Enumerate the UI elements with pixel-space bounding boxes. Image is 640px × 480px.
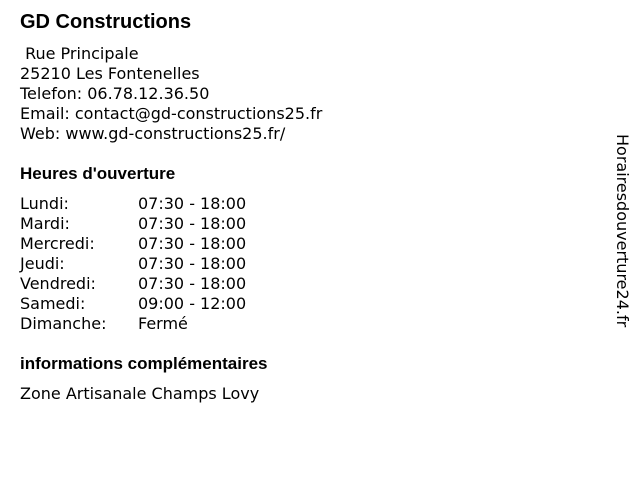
hours-value: Fermé — [138, 314, 188, 333]
site-watermark: Horairesdouverture24.fr — [613, 134, 632, 328]
hours-row-monday — [20, 194, 246, 214]
email-address: Email: contact@gd-constructions25.fr — [20, 104, 323, 123]
hours-row-tuesday — [20, 214, 246, 234]
hours-value: 07:30 - 18:00 — [138, 234, 247, 253]
day-label: Dimanche: — [20, 314, 107, 333]
hours-value: 07:30 - 18:00 — [138, 214, 247, 233]
hours-row-friday — [20, 274, 246, 294]
hours-row-saturday — [20, 294, 246, 314]
hours-value: 07:30 - 18:00 — [138, 274, 247, 293]
business-name: GD Constructions — [20, 11, 192, 33]
business-contact — [20, 44, 322, 144]
phone-number: Telefon: 06.78.12.36.50 — [20, 84, 210, 103]
hours-value: 09:00 - 12:00 — [138, 294, 247, 313]
hours-value: 07:30 - 18:00 — [138, 194, 247, 213]
day-label: Samedi: — [20, 294, 86, 313]
street-address: Rue Principale — [20, 44, 139, 63]
day-label: Jeudi: — [20, 254, 65, 273]
additional-info-heading: informations complémentaires — [20, 354, 268, 373]
day-label: Mercredi: — [20, 234, 95, 253]
additional-info-text: Zone Artisanale Champs Lovy — [20, 384, 260, 403]
day-label: Vendredi: — [20, 274, 96, 293]
hours-row-sunday — [20, 314, 246, 334]
opening-hours-heading: Heures d'ouverture — [20, 164, 176, 183]
hours-row-wednesday — [20, 234, 246, 254]
hours-row-thursday — [20, 254, 246, 274]
city-address: 25210 Les Fontenelles — [20, 64, 200, 83]
day-label: Mardi: — [20, 214, 70, 233]
opening-hours-table — [20, 194, 246, 334]
day-label: Lundi: — [20, 194, 69, 213]
website: Web: www.gd-constructions25.fr/ — [20, 124, 286, 143]
hours-value: 07:30 - 18:00 — [138, 254, 247, 273]
